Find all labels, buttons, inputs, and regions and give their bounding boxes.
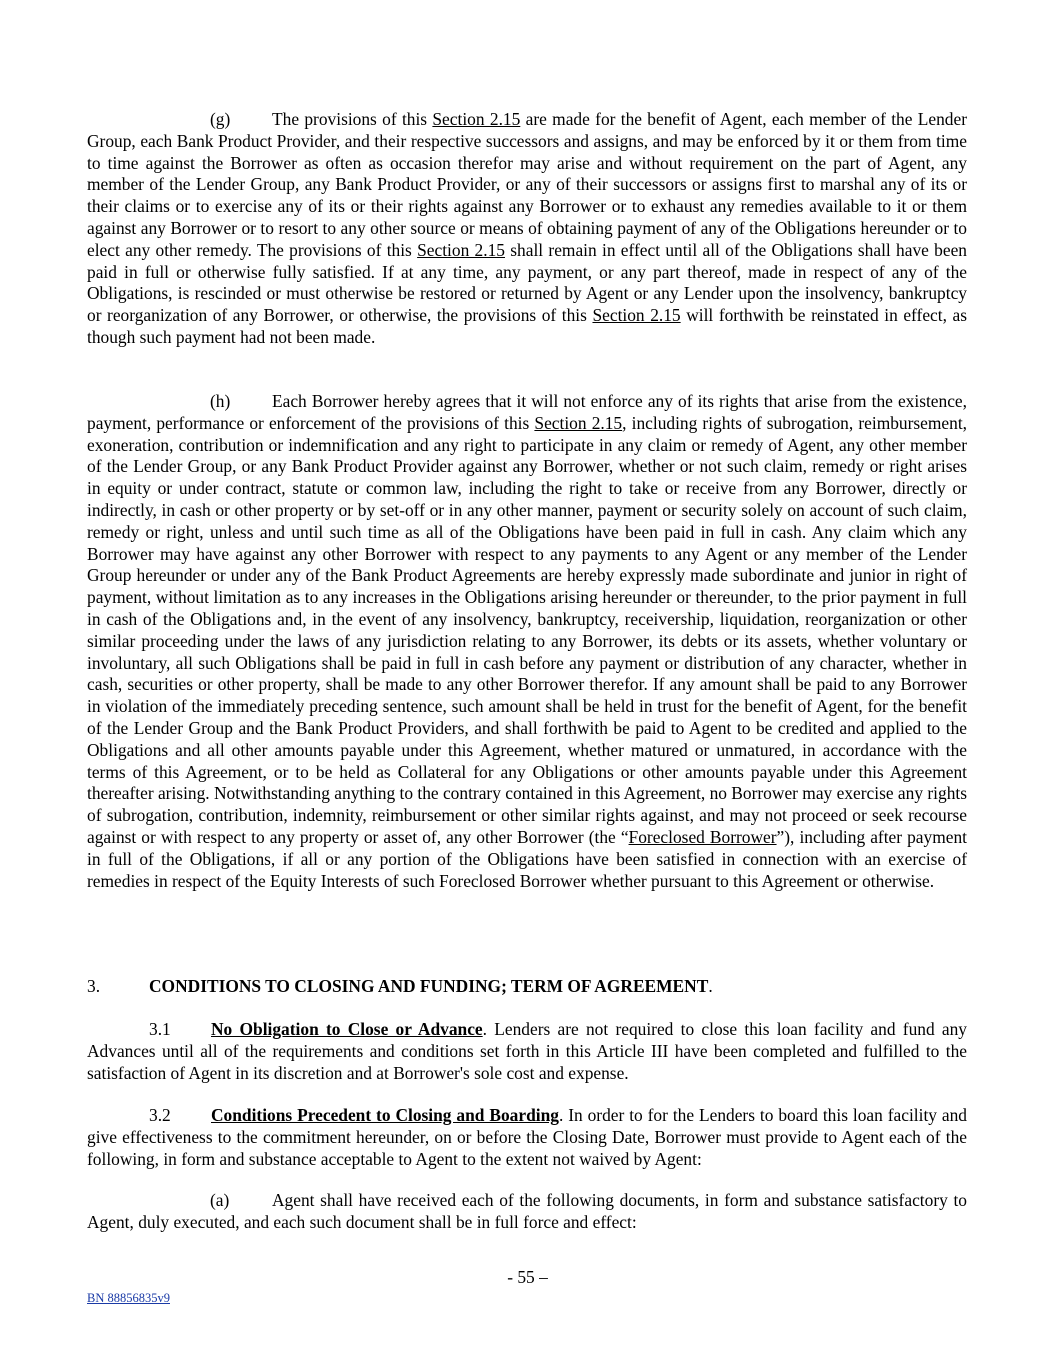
paragraph-h-text-2: , including rights of subrogation, reimbursement, exoneration, contribution or indemnification and any right to participate in any claim or remedy of Agent, any other member of the Lender Group, or any Bank Product Provider against any Borrower, whether or not such claim, remedy or right arises in equity or under contract, statute or common law, including the right to take or receive from any Borrower, directly or indirectly, in cash or other property or by set-off or in any other manner, payment or security solely on account of such claim, remedy or right, unless and until such time as all of the Obligations have been paid in full in cash. Any claim which any Borrower may have against any other Borrower with respect to any payments to any Agent or any member of the Lender Group hereunder or under any of the Bank Product Agreements are hereby expressly made subordinate and junior in right of payment, without limitation as to any increases in the Obligations arising hereunder or thereunder, to the prior payment in full in cash of the Obligations and, in the event of any insolvency, bankruptcy, receivership, liquidation, reorganization or other similar proceeding under the laws of any jurisdiction relating to any Borrower, its debts or its assets, whether voluntary or involuntary, all such Obligations shall be paid in full in cash before any payment or distribution of any character, whether in cash, securities or other property, shall be made to any other Borrower therefor. If any amount shall be paid to any Borrower in violation of the immediately preceding sentence, such amount shall be held in trust for the benefit of Agent, for the benefit of the Lender Group and the Bank Product Providers, and shall forthwith be paid to Agent to be credited and applied to the Obligations and all other amounts payable under this Agreement, whether matured or unmatured, in accordance with the terms of this Agreement, or to be held as Collateral for any Obligations or other amounts payable under this Agreement thereafter arising. Notwithstanding anything to the contrary contained in this Agreement, no Borrower may exercise any rights of subrogation, contribution, indemnity, reimbursement or other similar rights against, and may not proceed or seek recourse against or with respect to any property or asset of, any other Borrower (the “: [87, 412, 968, 847]
paragraph-g-text-3: shall remain in effect until all of the Obligations shall have been paid in full or otherwise fully satisfied. If at any time, any payment, or any part thereof, made in respect of any of the Obligations, is rescinded or must otherwise be restored or returned by Agent or any Lender upon the insolvency, bankruptcy or reorganization of any Borrower, or otherwise, the provisions of this: [87, 239, 967, 326]
section-3-period: .: [708, 976, 713, 996]
section-3-2: [87, 1105, 967, 1170]
section-3-1: [87, 1019, 967, 1084]
section-3-2-a-text: Agent shall have received each of the following documents, in form and substance satisfactory to Agent, duly executed, and each such document shall be in full force and effect:: [87, 1190, 967, 1232]
paragraph-h-text-1: Each Borrower hereby agrees that it will not enforce any of its rights that arise from the existence, payment, performance or enforcement of the provisions of this: [87, 391, 967, 433]
paragraph-g-text-1: The provisions of this: [272, 109, 433, 129]
section-reference: Section 2.15: [432, 109, 521, 129]
paragraph-g-label: (g): [210, 109, 231, 129]
section-reference: Section 2.15: [592, 305, 681, 326]
section-3-1-heading: No Obligation to Close or Advance: [211, 1019, 483, 1039]
page-number: - 55 –: [507, 1267, 548, 1287]
paragraph-h: [87, 391, 967, 892]
document-id: BN 88856835v9: [87, 1291, 170, 1305]
section-3-number: 3.: [87, 976, 101, 996]
section-3-heading: [87, 976, 967, 998]
section-3-2-a-label: (a): [210, 1190, 230, 1210]
paragraph-h-label: (h): [210, 391, 231, 411]
paragraph-h-text-3: ”), including after payment in full of the Obligations, if all or any portion of the Obligations have been satisfied in connection with an exercise of remedies in respect of the Equity Interests of such Foreclosed Borrower whether pursuant to this Agreement or otherwise.: [87, 826, 967, 891]
section-3-2-heading: Conditions Precedent to Closing and Boarding: [211, 1105, 559, 1125]
defined-term: Foreclosed Borrower: [628, 826, 777, 847]
section-3-title: CONDITIONS TO CLOSING AND FUNDING; TERM OF AGREEMENT: [149, 976, 709, 996]
section-3-2-text: . In order to for the Lenders to board this loan facility and give effectiveness to the commitment hereunder, on or before the Closing Date, Borrower must provide to Agent each of the following, in form and substance acceptable to Agent to the extent not waived by Agent:: [87, 1105, 967, 1169]
section-reference: Section 2.15: [534, 412, 623, 433]
section-3-2-number: 3.2: [149, 1105, 171, 1125]
section-reference: Section 2.15: [417, 239, 505, 260]
paragraph-g-text-2: are made for the benefit of Agent, each member of the Lender Group, each Bank Product Provider, and their respective successors and assigns, and may be enforced by it or them from time to time against the Borrower as often as occasion therefor may arise and without requirement on the part of Agent, any member of the Lender Group, any Bank Product Provider, or any of their successors or assigns first to marshal any of its or their claims or to exercise any of its or their rights against any Borrower or to exhaust any remedies available to it or them against any Borrower or to resort to any other source or means of obtaining payment of any of the Obligations hereunder or to elect any other remedy. The provisions of this: [87, 109, 967, 260]
section-3-1-number: 3.1: [149, 1019, 171, 1039]
section-3-1-text: . Lenders are not required to close this loan facility and fund any Advances until all of the requirements and conditions set forth in this Article III have been completed and fulfilled to the satisfaction of Agent in its discretion and at Borrower's sole cost and expense.: [87, 1019, 968, 1083]
paragraph-g-text-4: will forthwith be reinstated in effect, as though such payment had not been made.: [87, 305, 967, 347]
section-3-2-a: [87, 1190, 967, 1234]
paragraph-g: [87, 109, 967, 349]
